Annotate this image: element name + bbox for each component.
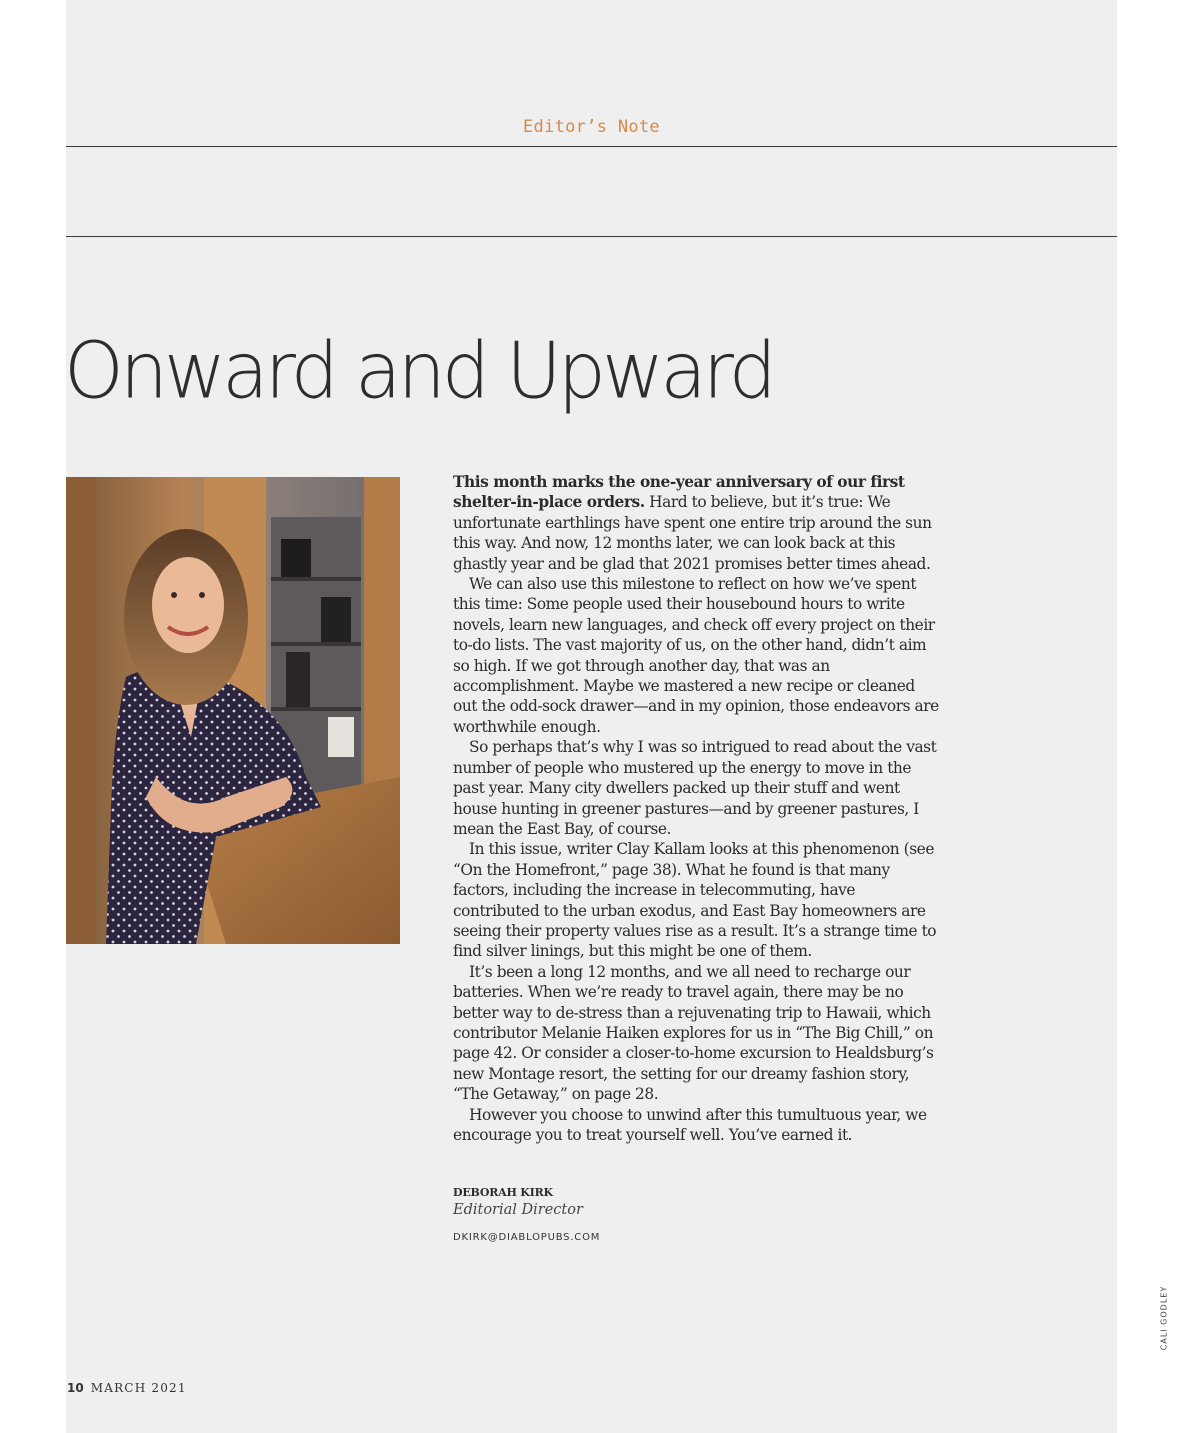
article-body [453, 472, 939, 1145]
body-paragraph: It’s been a long 12 months, and we all need to recharge our batteries. When we’re ready to travel again, there may be no better way to de-stress than a rejuvenating trip to Hawaii, which contributor Melanie Haiken explores for us in “The Big Chill,” on page 42. Or consider a closer-to-home excursion to Healdsburg’s new Montage resort, the setting for our dreamy fashion story, “The Getaway,” on page 28. [453, 962, 934, 1104]
byline-title: Editorial Director [453, 1202, 583, 1218]
lead-rest: Hard to believe, but it’s true: We unfortunate earthlings have spent one entire trip around the sun this way. And now, 12 months later, we can look back at this ghastly year and be glad that 2021 promises better times ahead. [453, 493, 932, 573]
lead-sentence: This month marks the one-year anniversary of our first shelter-in-place orders. [453, 473, 905, 512]
photo-credit: CALI GODLEY [1159, 1285, 1169, 1351]
page-folio [67, 1381, 187, 1395]
body-paragraph: In this issue, writer Clay Kallam looks at this phenomenon (see “On the Homefront,” page 38). What he found is that many factors, including the increase in telecommuting, have contributed to the urban exodus, and East Bay homeowners are seeing their property values rise as a result. It’s a strange time to find silver linings, but this might be one of them. [453, 840, 937, 961]
editor-portrait-photo [66, 477, 400, 944]
headline: Onward and Upward [64, 325, 773, 416]
body-paragraph: However you choose to unwind after this tumultuous year, we encourage you to treat yourself well. You’ve earned it. [453, 1105, 927, 1144]
body-paragraph: So perhaps that’s why I was so intrigued to read about the vast number of people who mustered up the energy to move in the past year. Many city dwellers packed up their stuff and went house hunting in greener pastures—and by greener pastures, I mean the East Bay, of course. [453, 738, 937, 838]
bottom-rule [66, 236, 1117, 237]
byline-name: DEBORAH KIRK [453, 1186, 553, 1199]
body-paragraph: We can also use this milestone to reflect on how we’ve spent this time: Some people used their housebound hours to write novels, learn new languages, and check off every project on their to-do lists. The vast majority of us, on the other hand, didn’t aim so high. If we got through another day, that was an accomplishment. Maybe we mastered a new recipe or cleaned out the odd-sock drawer—and in my opinion, those endeavors are worthwhile enough. [453, 575, 939, 736]
lead-paragraph [453, 472, 939, 574]
top-rule [66, 146, 1117, 147]
issue-date: MARCH 2021 [90, 1381, 187, 1395]
section-label: Editor’s Note [523, 117, 660, 137]
page-number: 10 [67, 1381, 84, 1395]
byline-email-link[interactable]: DKIRK@DIABLOPUBS.COM [453, 1232, 601, 1243]
magazine-page [66, 0, 1117, 1433]
